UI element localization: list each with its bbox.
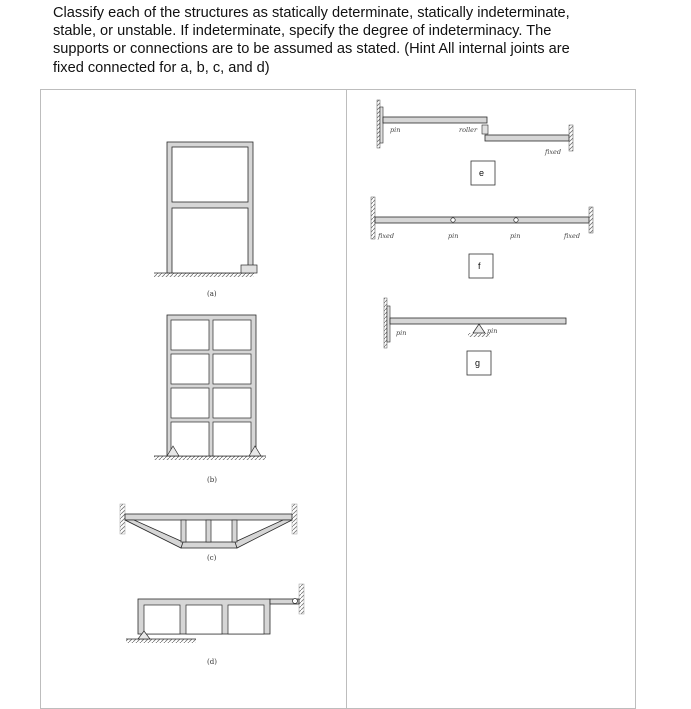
question-line-4: fixed connected for a, b, c, and d) [53, 59, 270, 76]
label-f-fixed-left: fixed [378, 232, 395, 240]
tag-f-label: f [478, 261, 481, 271]
label-e-pin: pin [390, 126, 401, 134]
tag-f [469, 254, 493, 278]
label-g-pin-mid: pin [487, 327, 498, 335]
caption-b: (b) [207, 476, 217, 484]
caption-a: (a) [207, 290, 217, 298]
beam-g [390, 318, 566, 324]
label-e-fixed: fixed [545, 148, 562, 156]
beam-e-upper [383, 117, 487, 123]
question-line-2: stable, or unstable. If indeterminate, specify the degree of indeterminacy. The [53, 23, 552, 40]
beam-f [375, 217, 589, 223]
figure-e [377, 100, 573, 185]
caption-d: (d) [207, 658, 217, 666]
figure-g [384, 298, 566, 375]
ground-a [154, 273, 254, 277]
label-f-fixed-right: fixed [564, 232, 581, 240]
frame-a-base-right [241, 265, 257, 273]
caption-c: (c) [207, 554, 217, 562]
question-text [53, 4, 653, 77]
figure-a [154, 142, 257, 298]
label-f-pin1: pin [448, 232, 459, 240]
tag-g-label: g [475, 358, 481, 368]
figures-canvas [41, 90, 635, 708]
figure-f [371, 197, 593, 278]
label-e-roller: roller [459, 126, 478, 134]
label-g-pin-left: pin [396, 329, 407, 337]
frame-a-upper-opening [172, 147, 248, 202]
tag-e-label: e [479, 168, 485, 178]
figure-b [154, 315, 266, 484]
question-line-3: supports or connections are to be assumed as stated. (Hint All internal joints are [53, 41, 570, 58]
frame-a-lower-opening [172, 208, 248, 273]
beam-e-lower [485, 135, 569, 141]
question-line-1: Classify each of the structures as statically determinate, statically indeterminate, [53, 5, 570, 21]
label-f-pin2: pin [510, 232, 521, 240]
figure-c [120, 504, 297, 562]
figure-d [126, 584, 304, 666]
figure-panel [40, 89, 636, 709]
